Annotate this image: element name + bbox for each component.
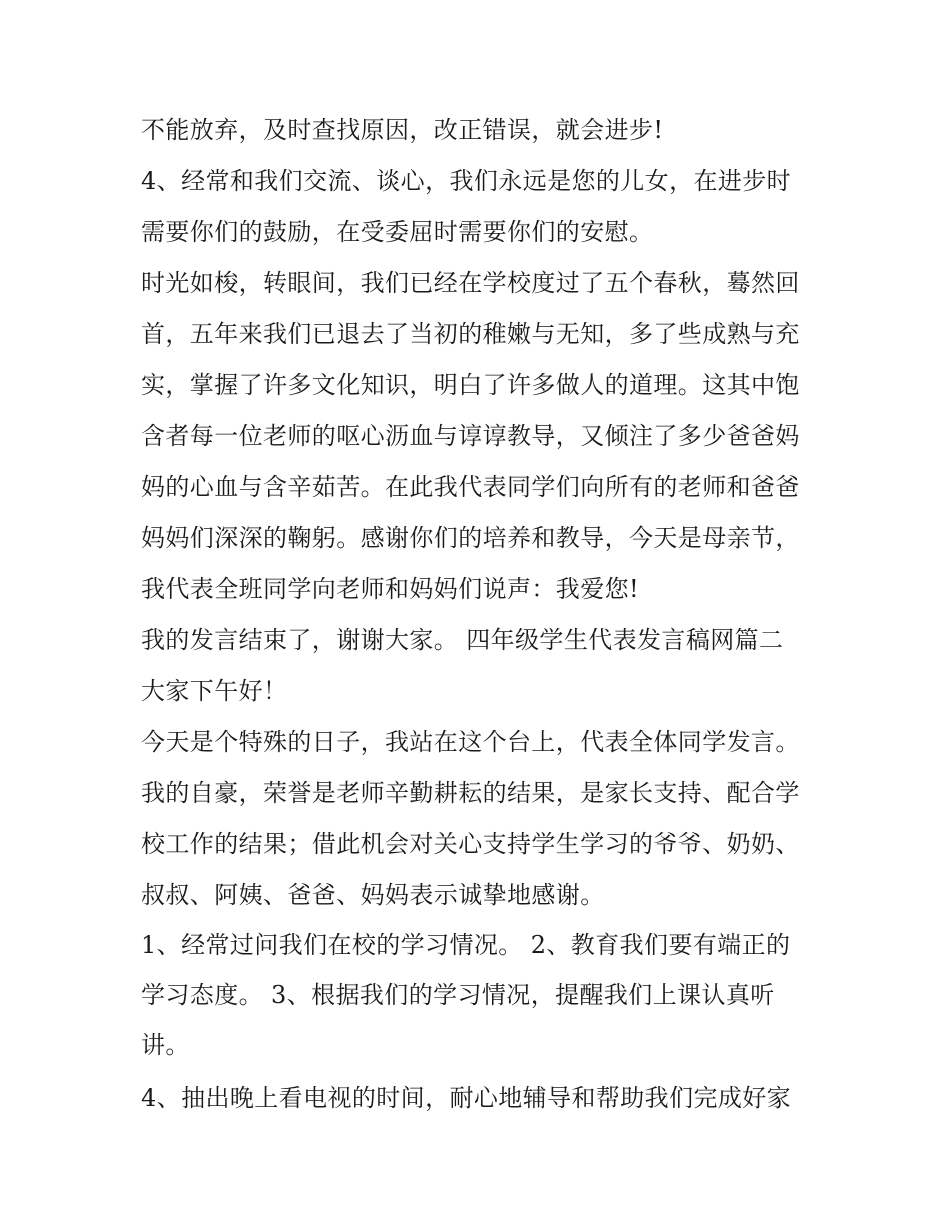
text-line: 妈妈们深深的鞠躬。感谢你们的培养和教导，今天是母亲节， (141, 524, 800, 552)
text-line: 时光如梭，转眼间，我们已经在学校度过了五个春秋，蓦然回 (141, 269, 800, 297)
text-line: 叔叔、阿姨、爸爸、妈妈表示诚挚地感谢。 (141, 881, 605, 909)
text-line: 讲。 (141, 1031, 190, 1059)
text-line: 我代表全班同学向老师和妈妈们说声：我爱您! (141, 575, 640, 603)
text-line: 需要你们的鼓励，在受委屈时需要你们的安慰。 (141, 218, 654, 246)
text-line: 我的发言结束了，谢谢大家。 四年级学生代表发言稿网篇二 (141, 626, 784, 654)
text-line: 我的自豪，荣誉是老师辛勤耕耘的结果，是家长支持、配合学 (141, 779, 800, 807)
text-line: 1、经常过问我们在校的学习情况。 2、教育我们要有端正的 (141, 931, 791, 959)
text-line: 学习态度。 3、根据我们的学习情况，提醒我们上课认真听 (141, 981, 775, 1009)
text-line: 4、经常和我们交流、谈心，我们永远是您的儿女，在进步时 (141, 167, 792, 195)
text-line: 今天是个特殊的日子，我站在这个台上，代表全体同学发言。 (141, 728, 800, 756)
text-line: 校工作的结果；借此机会对关心支持学生学习的爷爷、奶奶、 (141, 830, 800, 858)
text-line: 4、抽出晚上看电视的时间，耐心地辅导和帮助我们完成好家 (141, 1084, 792, 1112)
text-line: 含者每一位老师的呕心沥血与谆谆教导，又倾注了多少爸爸妈 (141, 422, 800, 450)
text-line: 不能放弃，及时查找原因，改正错误，就会进步! (141, 116, 664, 144)
text-line: 妈的心血与含辛茹苦。在此我代表同学们向所有的老师和爸爸 (141, 473, 800, 501)
text-line: 首，五年来我们已退去了当初的稚嫩与无知，多了些成熟与充 (141, 320, 800, 348)
text-line: 大家下午好！ (141, 677, 288, 705)
text-line: 实，掌握了许多文化知识，明白了许多做人的道理。这其中饱 (141, 371, 800, 399)
